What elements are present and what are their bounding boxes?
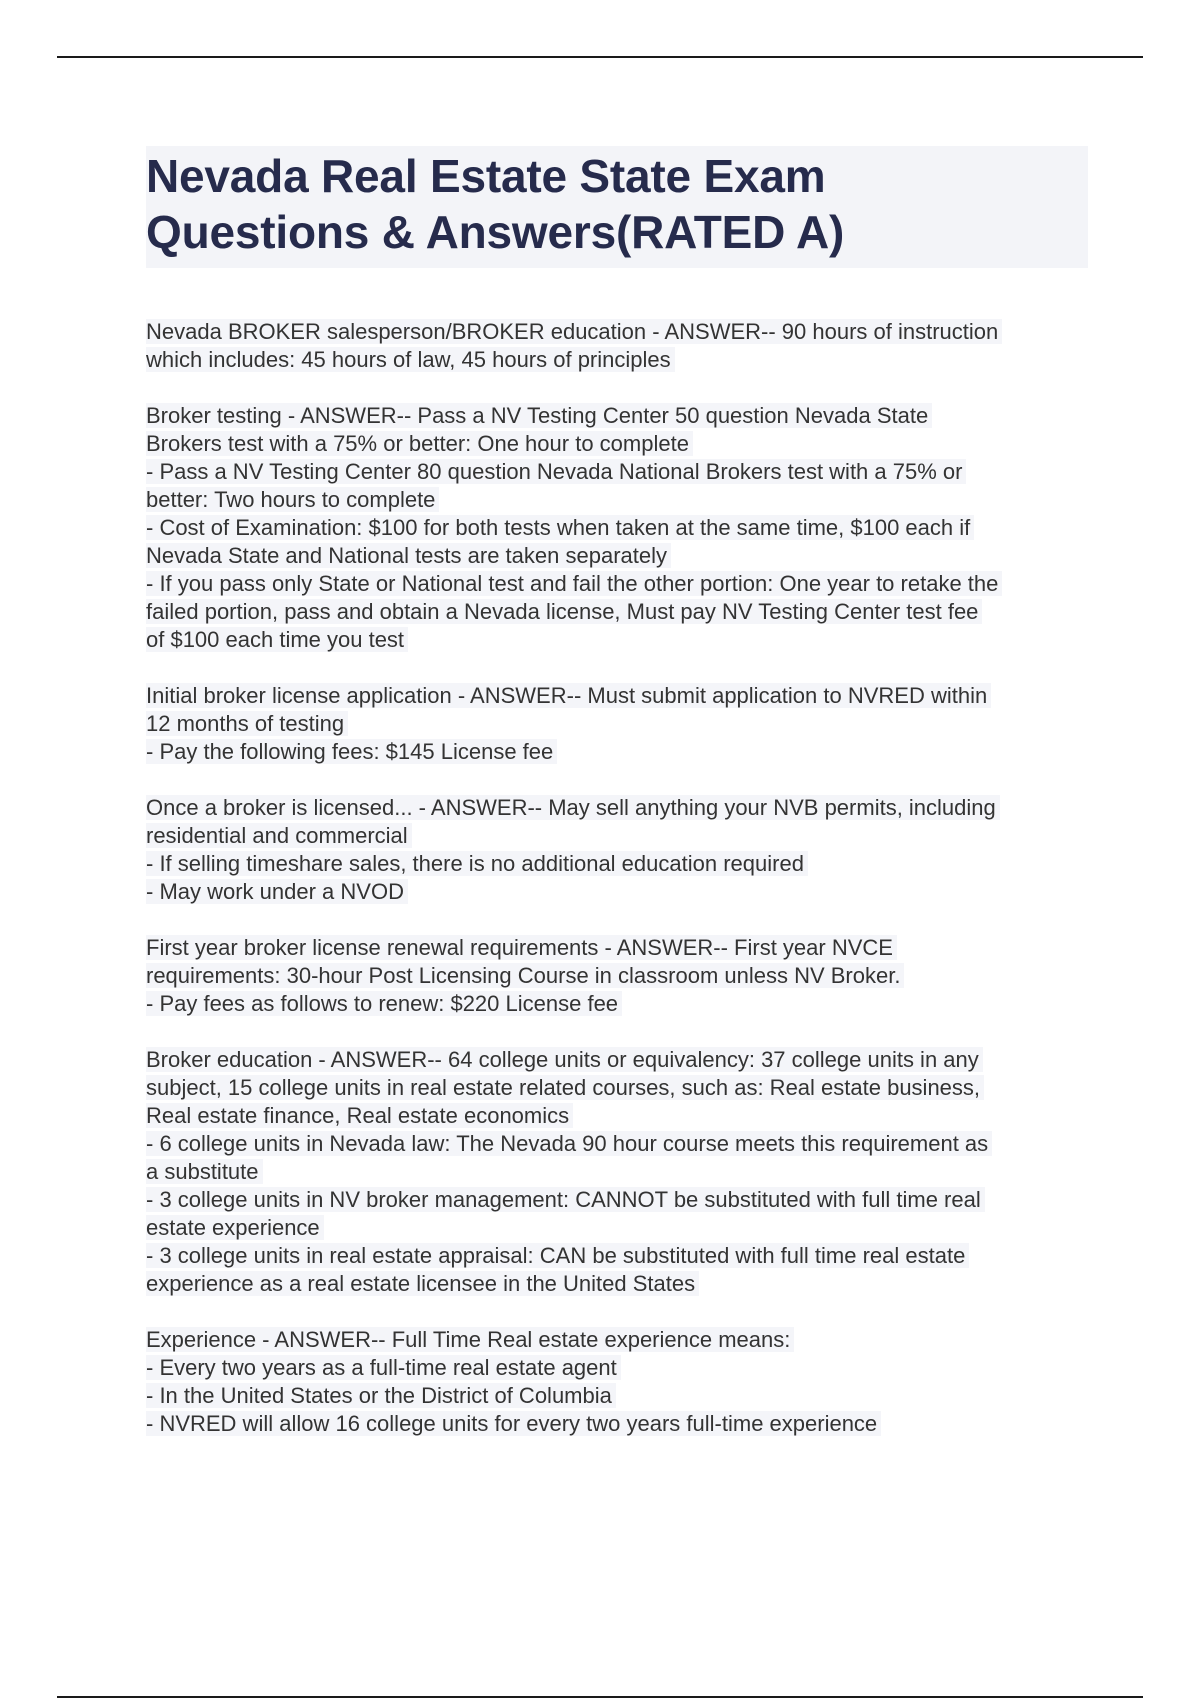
qa-line [146,318,1088,346]
title-line-1: Nevada Real Estate State Exam [146,150,826,202]
qa-line-text: - If you pass only State or National test and fail the other portion: One year to retake the [146,571,1002,596]
qa-line [146,1270,1088,1298]
qa-line [146,1410,1088,1438]
qa-line [146,346,1088,374]
bottom-divider [57,1696,1143,1698]
qa-line-text: better: Two hours to complete [146,487,439,512]
qa-line-text: subject, 15 college units in real estate related courses, such as: Real estate business, [146,1075,984,1100]
qa-line-text: estate experience [146,1215,324,1240]
top-divider [57,56,1143,58]
qa-line-text: - 6 college units in Nevada law: The Nevada 90 hour course meets this requirement as [146,1131,992,1156]
qa-line-text: - 3 college units in NV broker management: CANNOT be substituted with full time real [146,1187,985,1212]
qa-line [146,794,1088,822]
qa-line [146,878,1088,906]
qa-line [146,514,1088,542]
qa-line-text: Experience - ANSWER-- Full Time Real estate experience means: [146,1327,794,1352]
qa-line-text: Brokers test with a 75% or better: One hour to complete [146,431,693,456]
qa-line [146,1102,1088,1130]
qa-line [146,458,1088,486]
qa-line [146,1074,1088,1102]
qa-item [146,402,1088,654]
qa-line-text: of $100 each time you test [146,627,408,652]
qa-line-text: - Every two years as a full-time real estate agent [146,1355,621,1380]
qa-item [146,934,1088,1018]
qa-line [146,1046,1088,1074]
qa-line-text: Broker education - ANSWER-- 64 college units or equivalency: 37 college units in any [146,1047,983,1072]
qa-line [146,1214,1088,1242]
qa-line-text: - NVRED will allow 16 college units for every two years full-time experience [146,1411,881,1436]
qa-line [146,570,1088,598]
qa-item [146,794,1088,906]
qa-line-text: - May work under a NVOD [146,879,408,904]
qa-line [146,1354,1088,1382]
qa-line-text: Broker testing - ANSWER-- Pass a NV Testing Center 50 question Nevada State [146,403,932,428]
qa-list [146,318,1088,1438]
document-body [146,146,1088,1466]
qa-line [146,402,1088,430]
qa-line-text: requirements: 30-hour Post Licensing Course in classroom unless NV Broker. [146,963,904,988]
qa-line-text: Real estate finance, Real estate economics [146,1103,573,1128]
qa-line-text: failed portion, pass and obtain a Nevada license, Must pay NV Testing Center test fee [146,599,982,624]
qa-line-text: Nevada BROKER salesperson/BROKER education - ANSWER-- 90 hours of instruction [146,319,1002,344]
qa-line-text: - Pass a NV Testing Center 80 question Nevada National Brokers test with a 75% or [146,459,966,484]
qa-line [146,682,1088,710]
qa-item [146,318,1088,374]
qa-line-text: 12 months of testing [146,711,348,736]
qa-line [146,1242,1088,1270]
qa-item [146,1046,1088,1298]
qa-line-text: residential and commercial [146,823,412,848]
qa-line-text: - If selling timeshare sales, there is no additional education required [146,851,808,876]
qa-line [146,1326,1088,1354]
qa-line [146,430,1088,458]
qa-line-text: - 3 college units in real estate appraisal: CAN be substituted with full time real estate [146,1243,969,1268]
qa-line [146,1186,1088,1214]
qa-line [146,962,1088,990]
qa-item [146,682,1088,766]
qa-line-text: experience as a real estate licensee in the United States [146,1271,699,1296]
qa-line [146,486,1088,514]
qa-line-text: First year broker license renewal requirements - ANSWER-- First year NVCE [146,935,897,960]
title-line-2: Questions & Answers(RATED A) [146,206,845,258]
qa-line [146,598,1088,626]
qa-item [146,1326,1088,1438]
qa-line-text: - Pay fees as follows to renew: $220 License fee [146,991,622,1016]
qa-line [146,710,1088,738]
qa-line-text: - Pay the following fees: $145 License fee [146,739,557,764]
qa-line-text: Nevada State and National tests are taken separately [146,543,671,568]
qa-line-text: a substitute [146,1159,263,1184]
qa-line [146,1158,1088,1186]
qa-line [146,738,1088,766]
qa-line-text: - In the United States or the District of Columbia [146,1383,616,1408]
qa-line-text: - Cost of Examination: $100 for both tests when taken at the same time, $100 each if [146,515,974,540]
qa-line [146,934,1088,962]
qa-line [146,850,1088,878]
qa-line [146,626,1088,654]
qa-line [146,822,1088,850]
qa-line-text: which includes: 45 hours of law, 45 hours of principles [146,347,675,372]
qa-line [146,1130,1088,1158]
qa-line [146,990,1088,1018]
qa-line-text: Initial broker license application - ANSWER-- Must submit application to NVRED within [146,683,991,708]
document-title [146,146,1088,268]
qa-line [146,1382,1088,1410]
qa-line-text: Once a broker is licensed... - ANSWER-- May sell anything your NVB permits, including [146,795,1000,820]
qa-line [146,542,1088,570]
